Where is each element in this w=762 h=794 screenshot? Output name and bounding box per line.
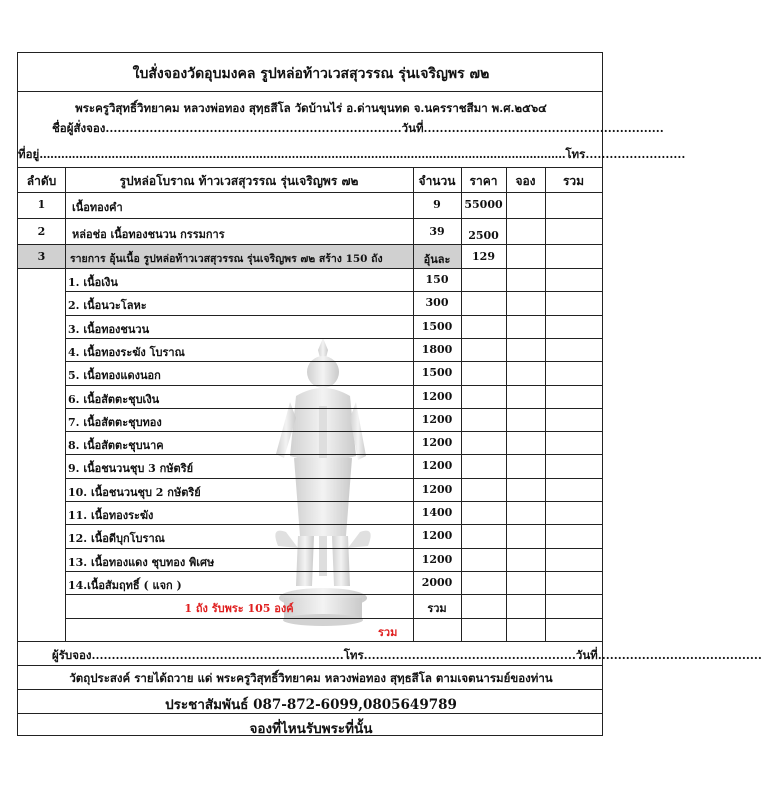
- subitem-label: 13. เนื้อทองแดง ชุบทอง พิเศษ: [68, 555, 215, 569]
- row-item: หล่อช่อ เนื้อทองชนวน กรรมการ: [72, 228, 225, 241]
- subitem-qty: 150: [425, 273, 449, 286]
- row-divider: [65, 385, 602, 386]
- subitem-label: 12. เนื้อดีบุกโบราณ: [68, 532, 165, 546]
- contact-text: ประชาสัมพันธ์ 087-872-6099,0805649789: [165, 697, 457, 713]
- tel-field[interactable]: .........................: [585, 147, 686, 161]
- header-item: รูปหล่อโบราณ ท้าวเวสสุวรรณ รุ่นเจริญพร ๗๒: [119, 174, 359, 188]
- header-price: ราคา: [469, 174, 498, 188]
- address-label: ที่อยู่: [18, 147, 40, 161]
- orderer-label: ชื่อผู้สั่งจอง: [52, 121, 106, 135]
- row-item: เนื้อทองคำ: [72, 201, 123, 214]
- footer-tel-label: โทร: [343, 648, 364, 662]
- row-divider: [65, 315, 602, 316]
- row-qty: 39: [429, 225, 445, 238]
- row-price: 2500: [468, 229, 499, 242]
- subitem-label: 8. เนื้อสัตตะชุบนาค: [68, 439, 164, 453]
- subitem-qty: 1200: [421, 552, 453, 566]
- row-divider: [65, 571, 602, 572]
- form-subtitle: พระครูวิสุทธิ์วิทยาคม หลวงพ่อทอง สุทฺธสีโล วัดบ้านไร่ อ.ด่านขุนทด จ.นครราชสีมา พ.ศ.๒๕๖๔: [75, 101, 547, 115]
- row-divider: [65, 594, 602, 595]
- subitem-qty: 1200: [421, 459, 453, 473]
- tel-label: โทร: [565, 147, 586, 161]
- row-divider: [65, 291, 602, 292]
- subitem-qty: 1800: [421, 342, 453, 356]
- row-divider: [65, 524, 602, 525]
- row-divider: [65, 454, 602, 455]
- statue-image: [268, 336, 378, 626]
- footer-tel-field[interactable]: .....................................................: [363, 648, 576, 662]
- subitem-label: 14.เนื้อสัมฤทธิ์ ( แจก ): [68, 578, 182, 592]
- row-divider: [65, 478, 602, 479]
- subitem-qty: 1200: [421, 389, 453, 403]
- subitem-label: 2. เนื้อนวะโลหะ: [68, 299, 147, 313]
- subitem-qty: 300: [425, 296, 449, 310]
- sum-label: รวม: [427, 602, 447, 615]
- divider: [18, 91, 602, 92]
- row-divider: [65, 408, 602, 409]
- header-reserve: จอง: [515, 174, 536, 188]
- address-field[interactable]: ..................................................................................................................................................: [39, 147, 566, 161]
- row-no: 3: [37, 250, 46, 263]
- row-price: 55000: [464, 198, 503, 211]
- purpose-text: วัตถุประสงค์ รายได้ถวาย แด่ พระครูวิสุทธิ์วิทยาคม หลวงพ่อทอง สุทฺธสีโล ตามเจตนารมย์ของท่าน: [69, 671, 553, 685]
- receiver-line: [52, 647, 762, 665]
- row-divider: [65, 431, 602, 432]
- subitem-qty: 1200: [421, 436, 453, 450]
- subitem-label: 3. เนื้อทองชนวน: [68, 322, 150, 336]
- row-divider: [65, 618, 602, 619]
- subitem-qty: 1500: [421, 366, 453, 380]
- orderer-line: [52, 120, 664, 138]
- subitem-qty: 1200: [421, 412, 453, 426]
- subitem-qty: 1500: [421, 319, 453, 333]
- row-qty: อุ้นละ: [423, 253, 451, 266]
- subitem-qty: 1200: [421, 482, 453, 496]
- header-no: ลำดับ: [26, 174, 57, 188]
- footer-date-field[interactable]: .........................................: [597, 648, 762, 662]
- subitem-label: 1. เนื้อเงิน: [68, 276, 118, 289]
- order-form: [17, 52, 762, 737]
- row-divider: [65, 501, 602, 502]
- subitem-qty: 2000: [421, 575, 453, 589]
- address-line: [18, 146, 686, 164]
- pickup-note: จองที่ไหนรับพระที่นั้น: [249, 721, 373, 737]
- row-divider: [65, 548, 602, 549]
- subitem-label: 10. เนื้อชนวนชุบ 2 กษัตริย์: [68, 485, 201, 499]
- row-divider: [65, 361, 602, 362]
- receiver-field[interactable]: ...............................................................: [91, 648, 344, 662]
- row-divider: [65, 338, 602, 339]
- subitem-label: 4. เนื้อทองระฆัง โบราณ: [68, 345, 185, 359]
- row-price: 129: [472, 250, 495, 263]
- header-qty: จำนวน: [418, 174, 456, 188]
- row-no: 2: [37, 225, 46, 238]
- subitem-label: 6. เนื้อสัตตะชุบเงิน: [68, 392, 160, 406]
- subitem-label: 5. เนื้อทองแดงนอก: [68, 369, 161, 383]
- bucket-note: 1 ถัง รับพระ 105 องค์: [184, 602, 294, 615]
- orderer-field[interactable]: ..........................................................................: [105, 121, 402, 135]
- date-label: วันที่: [401, 121, 424, 135]
- total-label: รวม: [378, 626, 398, 639]
- header-total: รวม: [562, 174, 585, 188]
- row-qty: 9: [433, 198, 441, 211]
- row-item: รายการ อุ้นเนื้อ รูปหล่อท้าวเวสสุวรรณ รุ่นเจริญพร ๗๒ สร้าง 150 ถัง: [70, 253, 383, 265]
- receiver-label: ผู้รับจอง: [52, 648, 92, 662]
- date-field[interactable]: ............................................................: [423, 121, 664, 135]
- subitem-qty: 1200: [421, 529, 453, 543]
- footer-date-label: วันที่: [575, 648, 598, 662]
- row-no: 1: [37, 198, 46, 211]
- subitem-label: 11. เนื้อทองระฆัง: [68, 509, 154, 522]
- form-title: ใบสั่งจองวัดอุบมงคล รูปหล่อท้าวเวสสุวรรณ รุ่นเจริญพร ๗๒: [132, 66, 490, 82]
- subitem-label: 9. เนื้อชนวนชุบ 3 กษัตริย์: [68, 462, 194, 476]
- subitem-label: 7. เนื้อสัตตะชุบทอง: [68, 415, 162, 429]
- subitem-qty: 1400: [421, 506, 453, 519]
